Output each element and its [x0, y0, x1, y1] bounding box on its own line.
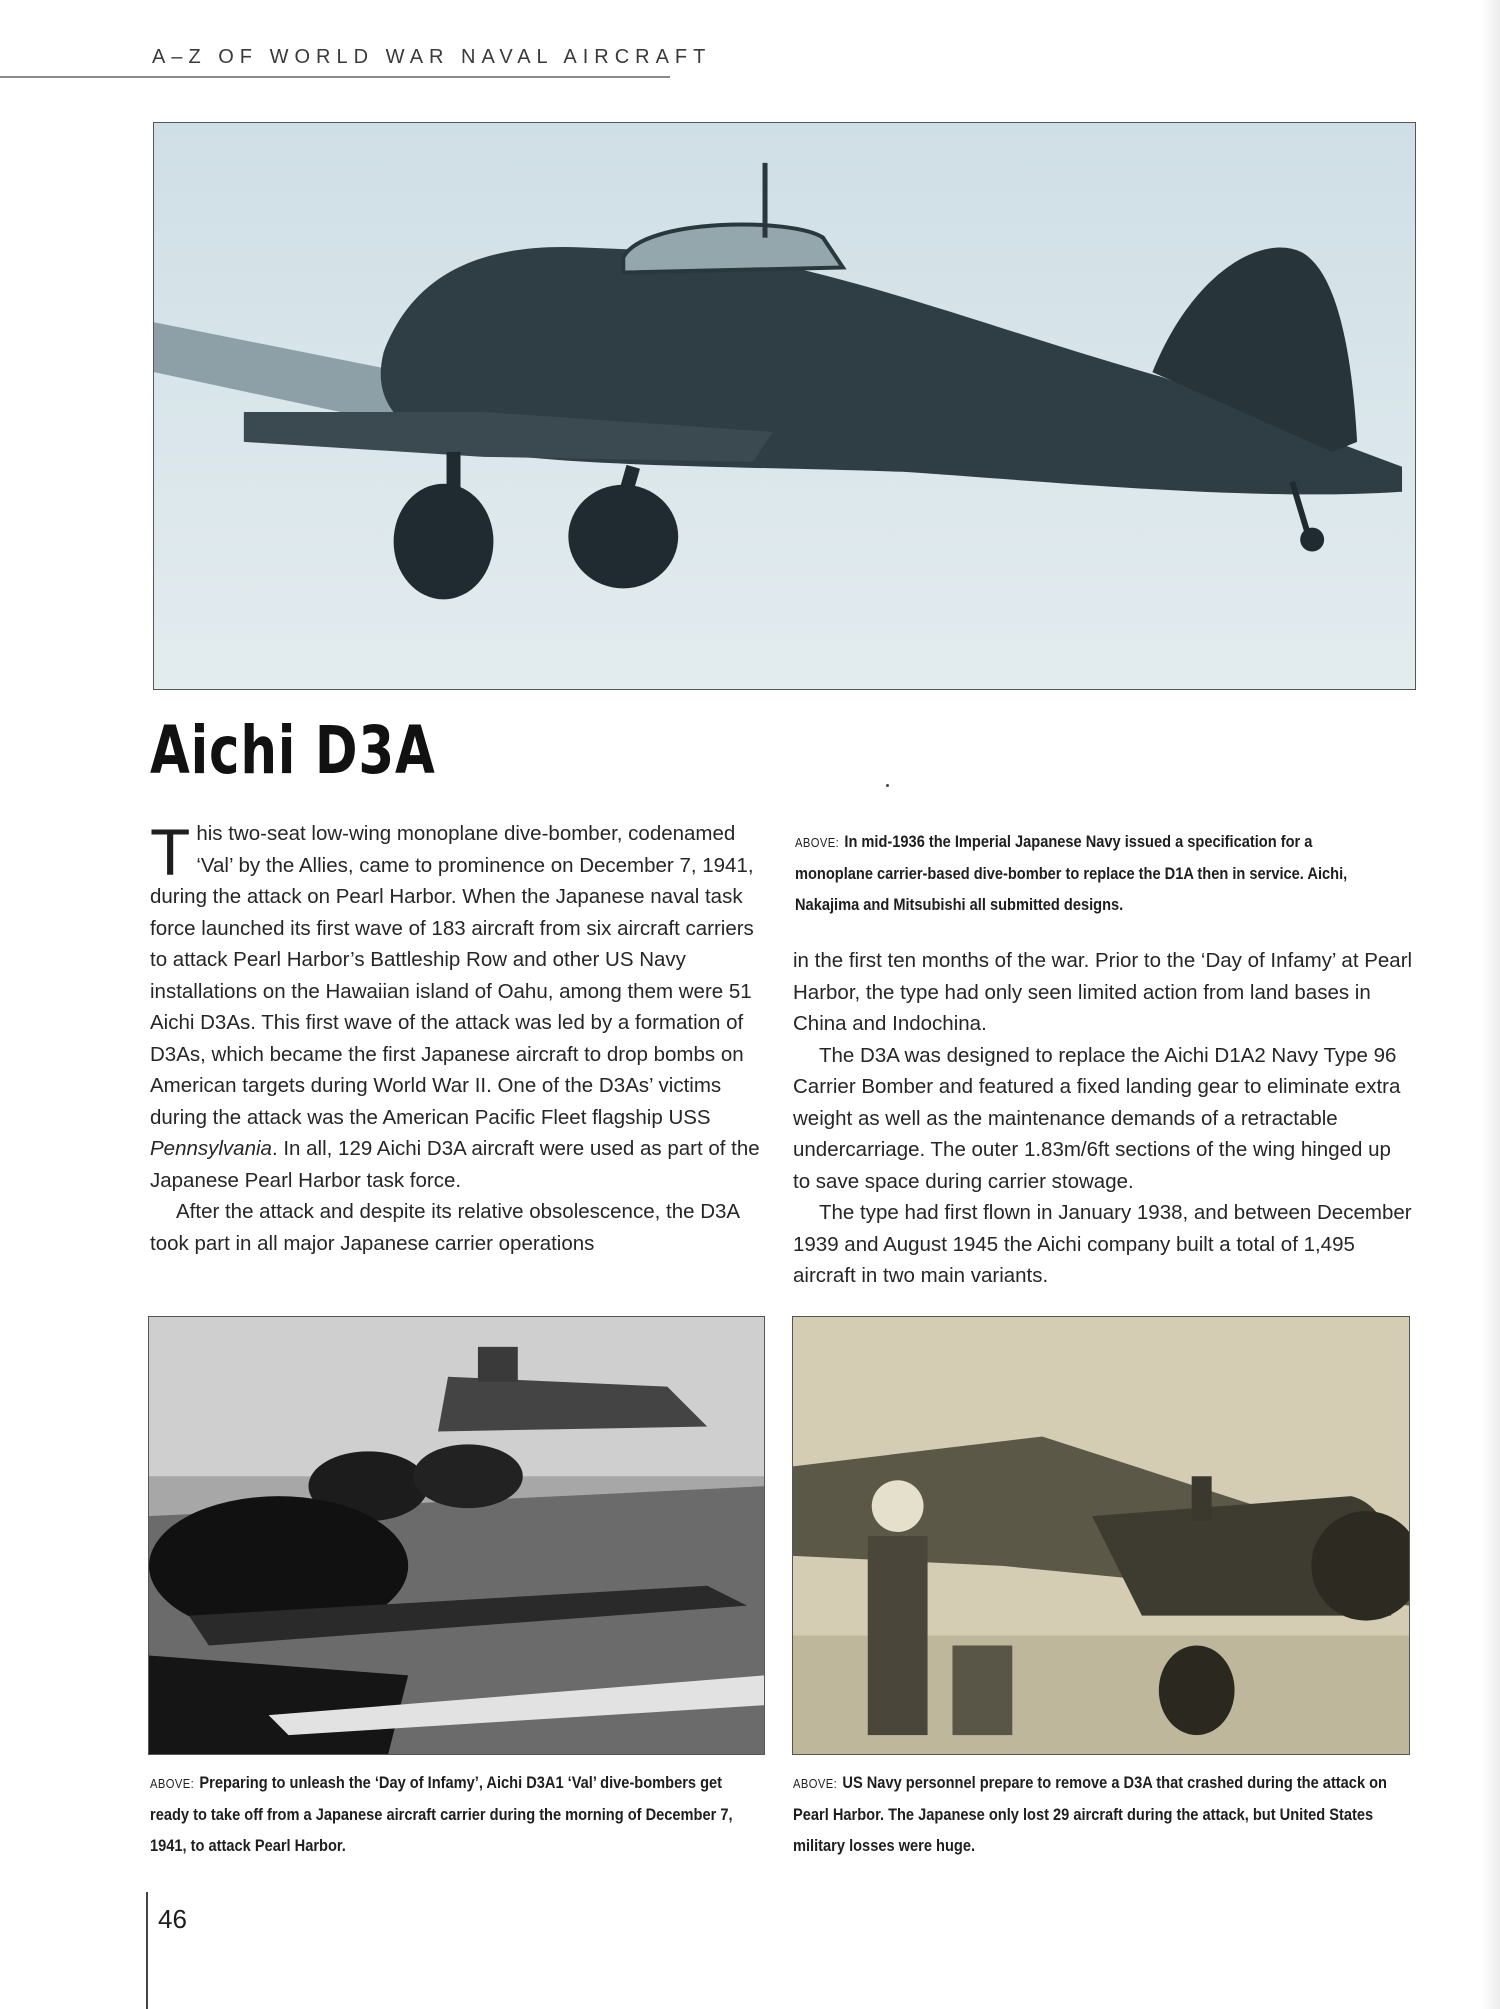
photo-crashed-d3a — [792, 1316, 1410, 1755]
page-edge-shadow — [1482, 0, 1500, 2009]
caption-bottom-right — [793, 1767, 1408, 1861]
paragraph: The type had first flown in January 1938, and between December 1939 and August 1945 the Aichi company built a total of 1,495 aircraft in two main variants. — [793, 1201, 1412, 1287]
speck — [886, 784, 889, 787]
carrier-deck-illustration — [149, 1317, 764, 1754]
paragraph-text: . In all, 129 Aichi D3A aircraft were used as part of the Japanese Pearl Harbor task force. — [150, 1137, 760, 1192]
paragraph: in the first ten months of the war. Prior to the ‘Day of Infamy’ at Pearl Harbor, the type had only seen limited action from land bases in China and Indochina. — [793, 949, 1413, 1035]
drop-cap: T — [150, 815, 191, 889]
paragraph — [150, 815, 770, 1196]
landing-gear-right — [568, 485, 678, 589]
page-number: 46 — [158, 1904, 187, 1934]
page-number-rule — [146, 1892, 148, 2009]
photo-aichi-d3a-in-flight — [153, 122, 1416, 690]
ship-name: Pennsylvania — [150, 1137, 272, 1160]
aircraft-silhouette — [413, 1444, 523, 1508]
caption-text: US Navy personnel prepare to remove a D3A that crashed during the attack on Pearl Harbor. The Japanese only lost 29 aircraft during the attack, but United States military losses were huge. — [793, 1773, 1388, 1855]
crashed-aircraft-illustration — [793, 1317, 1409, 1754]
paragraph-text: his two-seat low-wing monoplane dive-bomber, codenamed ‘Val’ by the Allies, came to prominence on December 7, 1941, during the attack on Pearl Harbor. When the Japanese naval task force launched its first wave of 183 aircraft from six aircraft carriers to attack Pearl Harbor’s Battleship Row and other US Navy installations on the Hawaiian island of Oahu, among them were 51 Aichi D3As. This first wave of the attack was led by a formation of D3As, which became the first Japanese aircraft to drop bombs on American targets during World War II. One of the D3As’ victims during the attack was the American Pacific Fleet flagship USS — [150, 822, 754, 1129]
personnel-helmet — [872, 1480, 924, 1532]
navy-personnel — [1192, 1476, 1212, 1521]
caption-bottom-left — [150, 1767, 765, 1861]
caption-text: Preparing to unleash the ‘Day of Infamy’, Aichi D3A1 ‘Val’ dive-bombers get ready to take off from a Japanese aircraft carrier during the morning of December 7, 1941, to attack Pearl Harbor. — [150, 1773, 733, 1855]
caption-label: ABOVE: — [150, 1776, 195, 1791]
tail-wheel — [1300, 528, 1324, 552]
landing-gear — [1159, 1645, 1235, 1735]
caption-top — [795, 826, 1388, 920]
landing-gear-left — [394, 484, 494, 600]
caption-label: ABOVE: — [795, 835, 840, 850]
article-title: Aichi D3A — [150, 712, 436, 789]
header-rule — [0, 76, 670, 78]
navy-personnel — [868, 1536, 928, 1735]
aircraft-illustration — [154, 123, 1415, 689]
paragraph: After the attack and despite its relative obsolescence, the D3A took part in all major Japanese carrier operations — [150, 1200, 739, 1255]
navy-personnel — [952, 1645, 1012, 1735]
running-header: A–Z OF WORLD WAR NAVAL AIRCRAFT — [152, 46, 712, 68]
body-column-left — [150, 815, 770, 1259]
caption-text: In mid-1936 the Imperial Japanese Navy issued a specification for a monoplane carrier-based dive-bomber to replace the D1A then in service. Aichi, Nakajima and Mitsubishi all submitted designs. — [795, 832, 1348, 914]
paragraph: The D3A was designed to replace the Aichi D1A2 Navy Type 96 Carrier Bomber and featured a fixed landing gear to eliminate extra weight as well as the maintenance demands of a retractable undercarriage. The outer 1.83m/6ft sections of the wing hinged up to save space during carrier stowage. — [793, 1043, 1401, 1193]
body-column-right — [793, 945, 1413, 1292]
photo-carrier-deck — [148, 1316, 765, 1755]
caption-label: ABOVE: — [793, 1776, 838, 1791]
